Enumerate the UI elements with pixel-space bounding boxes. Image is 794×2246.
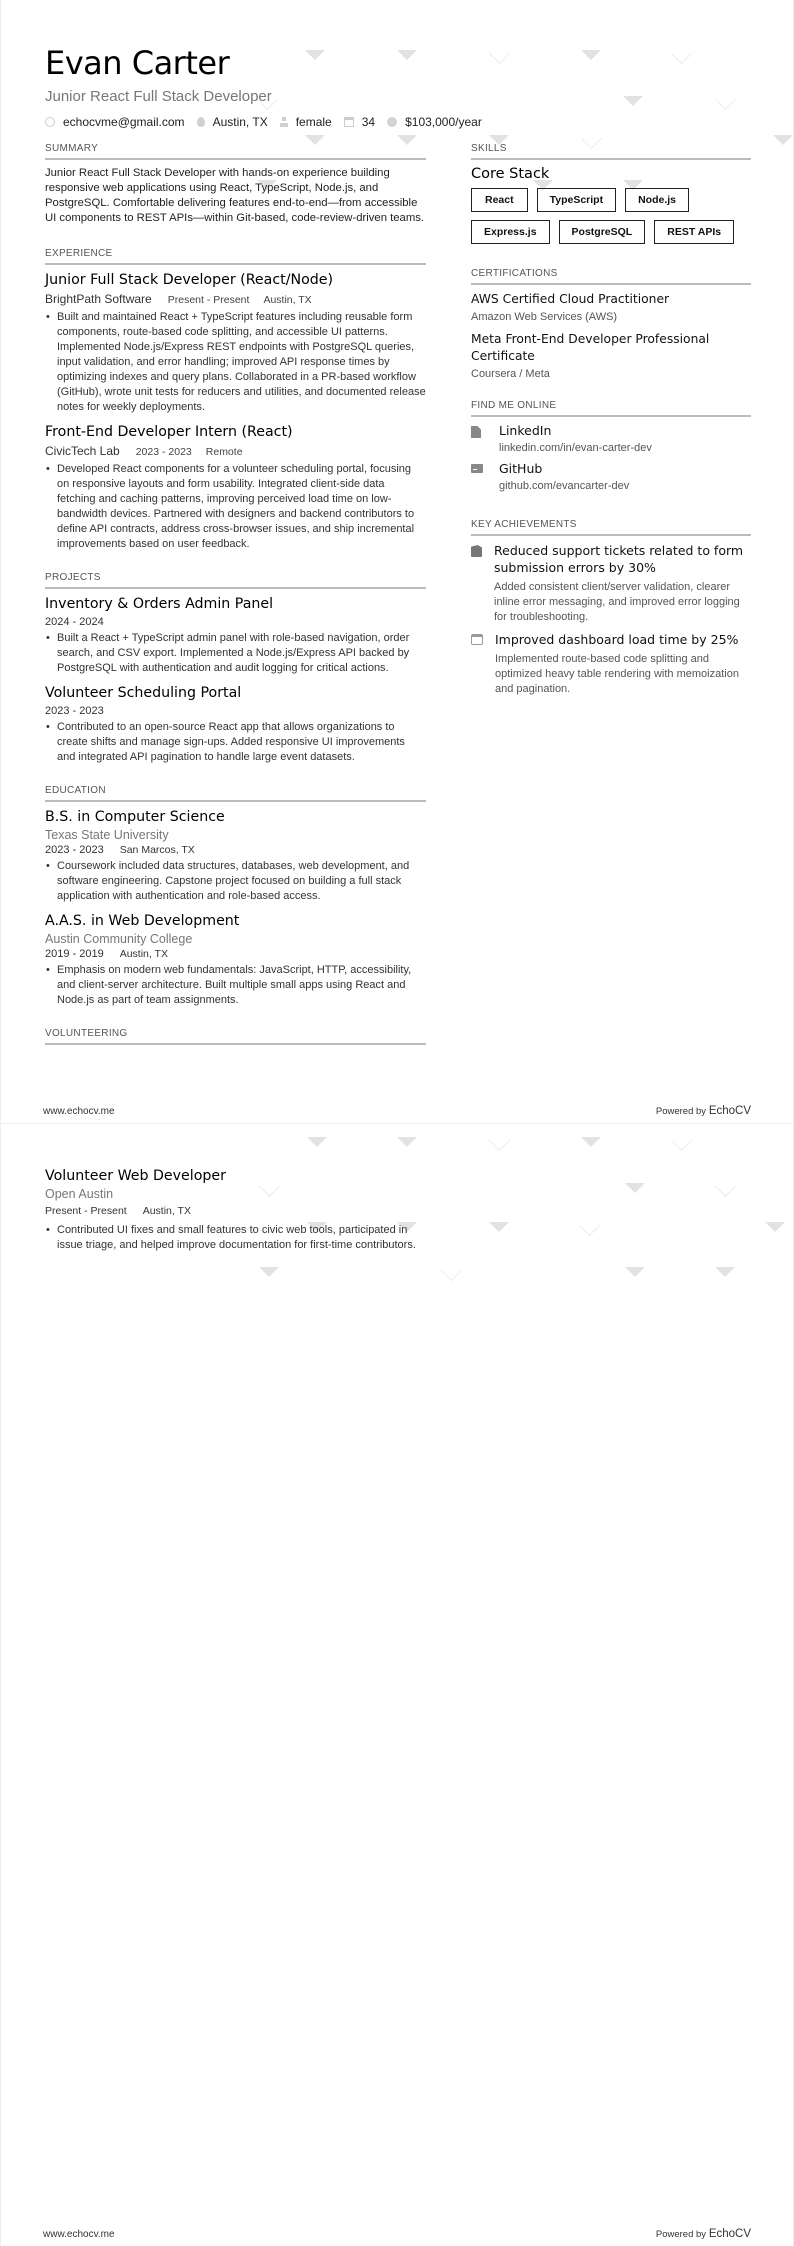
skill-tag: REST APIs [654,220,734,244]
achievement-item [471,631,751,697]
skill-tag: PostgreSQL [559,220,646,244]
contact-gender [280,115,332,129]
contact-email-value: echocvme@gmail.com [63,115,185,129]
contact-age [344,115,375,129]
certification-item [471,291,751,323]
achievement-description: Added consistent client/server validation, clearer inline error messaging, and improved error logging for troubleshooting. [494,581,740,623]
section-heading: KEY ACHIEVEMENTS [471,519,751,536]
at-icon [45,117,55,127]
online-section [471,400,751,499]
resume-header [45,44,494,129]
achievement-title: Improved dashboard load time by 25% [495,632,739,647]
section-heading: SKILLS [471,143,751,160]
right-column [471,143,751,703]
job-location: Austin, TX [263,294,312,306]
card-icon [471,464,483,473]
experience-item [45,423,426,552]
volunteer-org: Open Austin [45,1187,114,1201]
certification-name: AWS Certified Cloud Practitioner [471,292,670,306]
education-item [45,808,426,904]
education-description: • Emphasis on modern web fundamentals: JavaScript, HTTP, accessibility, and client-server architecture. Built multiple small apps using React and Node.js as part of team assignments. [45,963,426,1008]
online-url[interactable]: github.com/evancarter-dev [499,480,630,492]
calendar-icon [344,117,354,127]
footer-powered: Powered by EchoCV [655,1105,751,1117]
person-icon [280,117,288,127]
certification-issuer: Amazon Web Services (AWS) [471,311,618,323]
volunteering-item [45,1167,426,1253]
section-heading: EXPERIENCE [45,248,426,265]
clipboard-icon [471,545,482,557]
section-heading: PROJECTS [45,572,426,589]
project-title: Inventory & Orders Admin Panel [45,596,274,612]
education-section [45,785,426,1008]
volunteering-continued [45,1167,426,1261]
skill-tag: Express.js [471,220,550,244]
education-description: • Coursework included data structures, databases, web development, and software engineering. Capstone project focused on building a full stack application with authentication and role-based access. [45,859,426,904]
certification-item [471,331,751,380]
education-location: Austin, TX [119,948,168,960]
volunteer-location: Austin, TX [142,1205,191,1217]
job-dates: 2023 - 2023 [135,446,192,458]
project-dates: 2024 - 2024 [45,616,104,628]
project-title: Volunteer Scheduling Portal [45,685,242,701]
achievement-item [471,542,751,625]
money-icon [387,117,397,127]
section-heading: EDUCATION [45,785,426,802]
job-description: • Built and maintained React + TypeScript features including reusable form components, route-based code splitting, and accessible UI patterns. Implemented Node.js/Express REST endpoints with PostgreSQL queries, input validation, and error handling; improved API response times by optimizing indexes and query plans. Collaborated in a PR-based workflow (GitHub), wrote unit tests for reducers and utilities, and documented release notes for weekly deployments. [45,310,426,415]
candidate-title: Junior React Full Stack Developer [45,88,272,105]
summary-text: Junior React Full Stack Developer with hands-on experience building responsive web applications using React, TypeScript, Node.js, and PostgreSQL. Comfortable delivering features end-to-end—from accessible UI components to REST APIs—within Git-based, code-review-driven teams. [45,167,425,224]
page-footer [43,2228,751,2240]
company-name: BrightPath Software [45,292,152,306]
education-location: San Marcos, TX [119,844,195,856]
contact-gender-value: female [295,115,332,129]
section-heading: SUMMARY [45,143,426,160]
page-footer [43,1105,751,1117]
resume-page-2 [0,1123,794,2246]
education-dates: 2023 - 2023 [45,844,104,856]
education-dates: 2019 - 2019 [45,948,104,960]
volunteer-dates: Present - Present [45,1205,127,1217]
location-pin-icon [197,117,205,127]
footer-site-link[interactable]: www.echocv.me [43,1106,115,1117]
candidate-name: Evan Carter [45,44,230,82]
experience-section [45,248,426,552]
document-icon [471,426,481,438]
project-description: • Built a React + TypeScript admin panel with role-based navigation, order search, and CSV export. Implemented a Node.js/Express API backed by PostgreSQL with authentication and audit logging for critical actions. [45,631,426,676]
contact-list [45,115,494,129]
skills-section [471,143,751,244]
certification-name: Meta Front-End Developer Professional Certificate [471,332,710,363]
section-heading: CERTIFICATIONS [471,268,751,285]
online-name: GitHub [499,461,543,476]
skill-group-title: Core Stack [471,166,550,182]
footer-brand[interactable]: EchoCV [708,1105,751,1117]
online-name: LinkedIn [499,423,552,438]
degree-title: B.S. in Computer Science [45,809,225,825]
section-heading: VOLUNTEERING [45,1028,426,1045]
contact-email[interactable] [45,115,185,129]
online-item-linkedin[interactable] [471,423,751,461]
job-title: Junior Full Stack Developer (React/Node) [45,272,334,288]
skill-tag: TypeScript [537,188,616,212]
skill-tags [471,188,751,244]
project-item [45,595,426,676]
certifications-section [471,268,751,380]
achievements-section [471,519,751,697]
job-location: Remote [205,446,243,458]
project-item [45,684,426,765]
footer-site-link[interactable]: www.echocv.me [43,2229,115,2240]
calendar-chart-icon [471,634,483,645]
left-column [45,143,426,1051]
section-heading: FIND ME ONLINE [471,400,751,417]
project-description: • Contributed to an open-source React app that allows organizations to create shifts and manage sign-ups. Added responsive UI improvements and integrated API pagination to handle large event datasets. [45,720,426,765]
volunteering-section [45,1028,426,1045]
certification-issuer: Coursera / Meta [471,368,550,380]
footer-powered: Powered by EchoCV [655,2228,751,2240]
contact-age-value: 34 [361,115,376,129]
education-item [45,912,426,1008]
company-name: CivicTech Lab [45,444,120,458]
contact-salary [387,115,482,129]
skill-tag: Node.js [625,188,689,212]
contact-salary-value: $103,000/year [405,115,482,129]
achievement-title: Reduced support tickets related to form submission errors by 30% [494,543,744,575]
volunteer-role: Volunteer Web Developer [45,1168,226,1184]
online-url[interactable]: linkedin.com/in/evan-carter-dev [499,442,652,454]
job-description: • Developed React components for a volunteer scheduling portal, focusing on responsive layouts and form usability. Integrated client-side data fetching and caching patterns, improving perceived load time on low-bandwidth devices. Partnered with designers and backend contributors to define API contracts, address cross-browser issues, and ship incremental improvements based on user feedback. [45,462,426,552]
online-item-github[interactable] [471,461,751,499]
project-dates: 2023 - 2023 [45,705,104,717]
job-dates: Present - Present [167,294,250,306]
contact-location-value: Austin, TX [212,115,268,129]
experience-item [45,271,426,415]
school-name: Austin Community College [45,932,193,946]
skill-tag: React [471,188,528,212]
school-name: Texas State University [45,828,169,842]
volunteer-description: • Contributed UI fixes and small features to civic web tools, participated in issue triage, and helped improve documentation for first-time contributors. [45,1223,426,1253]
achievement-description: Implemented route-based code splitting and optimized heavy table rendering with memoization and pagination. [495,653,739,695]
contact-location [197,115,268,129]
degree-title: A.A.S. in Web Development [45,913,240,929]
projects-section [45,572,426,765]
footer-brand[interactable]: EchoCV [708,2228,751,2240]
summary-section [45,143,426,226]
job-title: Front-End Developer Intern (React) [45,424,293,440]
